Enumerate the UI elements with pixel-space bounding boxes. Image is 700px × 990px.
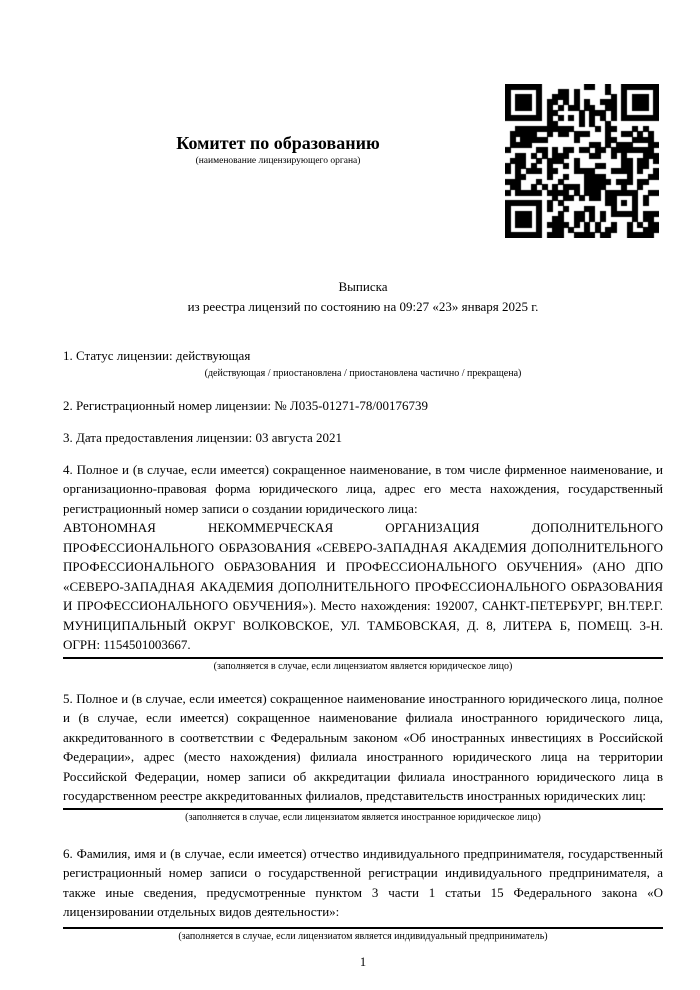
document-title: Выписка [338,279,388,294]
foreign-entity-item: 5. Полное и (в случае, если имеется) сокращенное наименование иностранного юридического лица, полное и (в случае, если имеется) сокращенное наименование филиала иностранного юридического лица, аккредитованного в соответствии с Федеральным законом «Об иностранных инвестициях в Российской Федерации», адрес (место нахождения) филиала иностранного юридического лица на территории Российской Федерации, номер записи об аккредитации филиала иностранного юридического лица в государственном реестре аккредитованных филиалов, представительств иностранных юридических лиц: [63,690,663,803]
entrepreneur-caption: (заполняется в случае, если лицензиатом является индивидуальный предприниматель) [178,930,548,942]
document-title-block [63,277,663,316]
legal-entity-item-text: 4. Полное и (в случае, если имеется) сокращенное наименование, в том числе фирменное наименование, и организационно-правовая форма юридического лица, адрес его места нахождения, государственный регистрационный номер записи о создании юридического лица: [63,461,663,516]
legal-entity-caption: (заполняется в случае, если лицензиатом является юридическое лицо) [213,660,513,672]
licensing-authority-name: Комитет по образованию [176,133,380,153]
license-status-caption: (действующая / приостановлена / приостановлена частично / прекращена) [204,367,522,379]
foreign-entity-caption: (заполняется в случае, если лицензиатом является иностранное юридическое лицо) [185,811,541,823]
license-status-item: 1. Статус лицензии: действующая [63,348,251,363]
registration-number-item: 2. Регистрационный номер лицензии: № Л035-01271-78/00176739 [63,397,429,413]
licensing-authority-caption: (наименование лицензирующего органа) [195,156,361,166]
legal-entity-item-value: АВТОНОМНАЯ НЕКОММЕРЧЕСКАЯ ОРГАНИЗАЦИЯ ДОПОЛНИТЕЛЬНОГО ПРОФЕССИОНАЛЬНОГО ОБРАЗОВАНИЯ «СЕВЕРО-ЗАПАДНАЯ АКАДЕМИЯ ДОПОЛНИТЕЛЬНОГО ПРОФЕССИОНАЛЬНОГО ОБРАЗОВАНИЯ И ПРОФЕССИОНАЛЬНОГО ОБУЧЕНИЯ» (АНО ДПО «СЕВЕРО-ЗАПАДНАЯ АКАДЕМИЯ ДОПОЛНИТЕЛЬНОГО ПРОФЕССИОНАЛЬНОГО ОБРАЗОВАНИЯ И ПРОФЕССИОНАЛЬНОГО ОБУЧЕНИЯ»). Место нахождения: 192007, САНКТ-ПЕТЕРБУРГ, ВН.ТЕР.Г. МУНИЦИПАЛЬНЫЙ ОКРУГ ВОЛКОВСКОЕ, УЛ. ТАМБОВСКАЯ, Д. 8, ЛИТЕРА Б, ПОМЕЩ. 3-Н. ОГРН: 1154501003667. [63,520,663,652]
entrepreneur-item: 6. Фамилия, имя и (в случае, если имеется) отчество индивидуального предпринимателя, государственный регистрационный номер записи о государственной регистрации индивидуального предпринимателя, а также иные сведения, предусмотренные пунктом 3 части 1 статьи 15 Федерального закона «О лицензировании отдельных видов деятельности»: [63,845,663,919]
grant-date-item: 3. Дата предоставления лицензии: 03 августа 2021 [63,430,343,445]
document-subtitle: из реестра лицензий по состоянию на 09:27 «23» января 2025 г. [187,298,539,314]
document-body [63,0,663,970]
legal-entity-item [63,460,663,655]
page-number: 1 [359,954,367,969]
